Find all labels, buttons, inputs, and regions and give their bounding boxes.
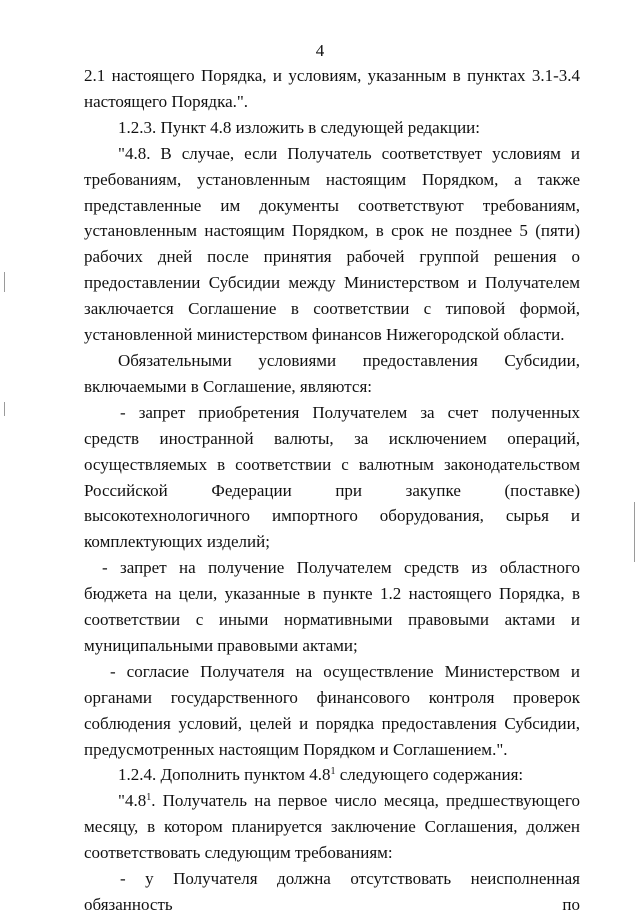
page-number: 4 [315,41,325,60]
superscript-1: 1 [146,792,152,804]
document-body [84,63,580,918]
list-item-no-obligations: - у Получателя должна отсутствовать неисполненная обязанность по [84,869,580,914]
paragraph-4-8: "4.8. В случае, если Получатель соответствует условиям и требованиям, установленным настоящим Порядком, а также представленные им документы соответствуют требованиям, установленным настоящим Порядком, в срок не позднее 5 (пяти) рабочих дней после принятия рабочей группой решения о предоставлении Субсидии между Министерством и Получателем заключается Соглашение в соответствии с типовой формой, установленной министерством финансов Нижегородской области. [84,143,580,345]
paragraph-1-2-4-text: 1.2.4. Дополнить пунктом 4.8 [118,765,331,785]
paragraph-1-2-4-tail: следующего содержания: [335,765,524,785]
paragraph-continuation: 2.1 настоящего Порядка, и условиям, указанным в пунктах 3.1-3.4 настоящего Порядка.". [84,66,580,111]
scan-edge-mark [4,272,5,292]
list-item-currency-ban: - запрет приобретения Получателем за счет полученных средств иностранной валюты, за исключением операций, осуществляемых в соответствии с валютным законодательством Российской Федерации при закупке (поставке) высокотехнологичного импортного оборудования, сырья и комплектующих изделий; [84,402,580,552]
list-item-budget-ban: - запрет на получение Получателем средств из областного бюджета на цели, указанные в пункте 1.2 настоящего Порядка, в соответствии с иными нормативными правовыми актами и муниципальными правовыми актами; [84,558,580,655]
list-item-audit-consent: - согласие Получателя на осуществление Министерством и органами государственного финансового контроля проверок соблюдения условий, целей и порядка предоставления Субсидии, предусмотренных настоящим Порядком и Соглашением.". [84,661,580,759]
paragraph-4-8-1 [84,788,580,866]
paragraph-1-2-4 [84,762,580,788]
paragraph-1-2-3: 1.2.3. Пункт 4.8 изложить в следующей редакции: [118,117,480,137]
paragraph-4-8-1-head: "4.8 [118,791,147,811]
scan-edge-mark [634,502,635,562]
scan-edge-mark [4,402,5,416]
superscript-1: 1 [330,766,336,778]
paragraph-mandatory-conditions: Обязательными условиями предоставления Субсидии, включаемыми в Соглашение, являются: [84,350,580,396]
paragraph-4-8-1-text: . Получатель на первое число месяца, предшествующего месяцу, в котором планируется заключение Соглашения, должен соответствовать следующим требованиям: [84,791,580,863]
